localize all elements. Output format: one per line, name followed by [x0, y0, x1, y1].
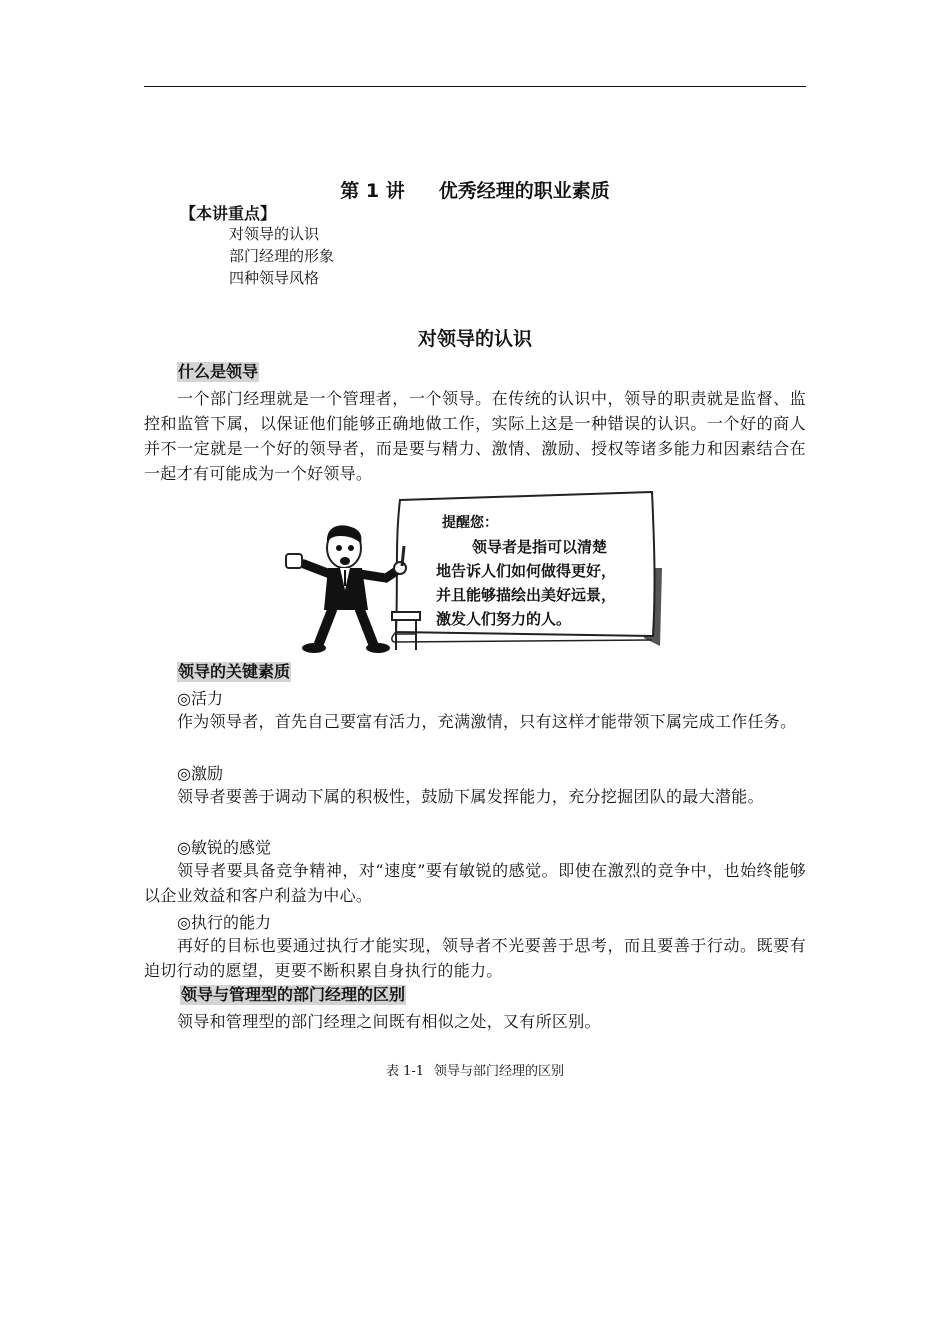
- reminder-line: 领导者是指可以清楚: [472, 538, 608, 556]
- header-rule: [144, 86, 806, 87]
- quality-text: 再好的目标也要通过执行才能实现，领导者不光要善于思考，而且要善于行动。既要有迫切行动的愿望，更要不断积累自身执行的能力。: [144, 936, 806, 980]
- subheading-difference: 领导与管理型的部门经理的区别: [181, 985, 406, 1004]
- quality-text: 领导者要善于调动下属的积极性，鼓励下属发挥能力，充分挖掘团队的最大潜能。: [177, 787, 764, 806]
- quality-text: 作为领导者，首先自己要富有活力，充满激情，只有这样才能带领下属完成工作任务。: [177, 712, 797, 731]
- quality-label: ◎活力: [177, 689, 223, 708]
- paragraph-difference: 领导和管理型的部门经理之间既有相似之处，又有所区别。: [177, 1012, 601, 1031]
- quality-label: ◎执行的能力: [177, 913, 271, 932]
- reminder-line: 激发人们努力的人。: [436, 610, 572, 628]
- quality-label: ◎激励: [177, 764, 223, 783]
- quality-label: ◎敏锐的感觉: [177, 838, 271, 857]
- reminder-line: 并且能够描绘出美好远景，: [436, 586, 617, 604]
- key-point-item: 对领导的认识: [229, 225, 320, 243]
- lecture-number: 第 1 讲: [340, 180, 405, 202]
- reminder-heading: 提醒您：: [442, 515, 498, 531]
- paragraph-what-is-leader: 一个部门经理就是一个管理者，一个领导。在传统的认识中，领导的职责就是监督、监控和监管下属，以保证他们能够正确地做工作，实际上这是一种错误的认识。一个好的商人并不一定就是一个好的领导者，而是要与精力、激情、激励、授权等诸多能力和因素结合在一起才有可能成为一个好领导。: [144, 389, 806, 483]
- reminder-line: 地告诉人们如何做得更好，: [436, 562, 617, 580]
- reminder-illustration: [282, 486, 666, 654]
- key-points-heading: 【本讲重点】: [180, 204, 277, 223]
- lecture-title: [0, 176, 950, 203]
- subheading-key-qualities: 领导的关键素质: [178, 662, 291, 681]
- key-point-item: 部门经理的形象: [229, 247, 335, 265]
- subheading-what-is-leader: 什么是领导: [178, 362, 259, 381]
- table-title: 领导与部门经理的区别: [434, 1064, 565, 1079]
- table-caption: [0, 1060, 950, 1079]
- key-point-item: 四种领导风格: [229, 269, 320, 287]
- table-number: 表 1-1: [385, 1064, 425, 1079]
- quality-text: 领导者要具备竞争精神，对“速度”要有敏锐的感觉。即使在激烈的竞争中，也始终能够以企业效益和客户利益为中心。: [144, 861, 806, 905]
- lecture-name: 优秀经理的职业素质: [438, 180, 610, 202]
- section-title: 对领导的认识: [417, 328, 532, 350]
